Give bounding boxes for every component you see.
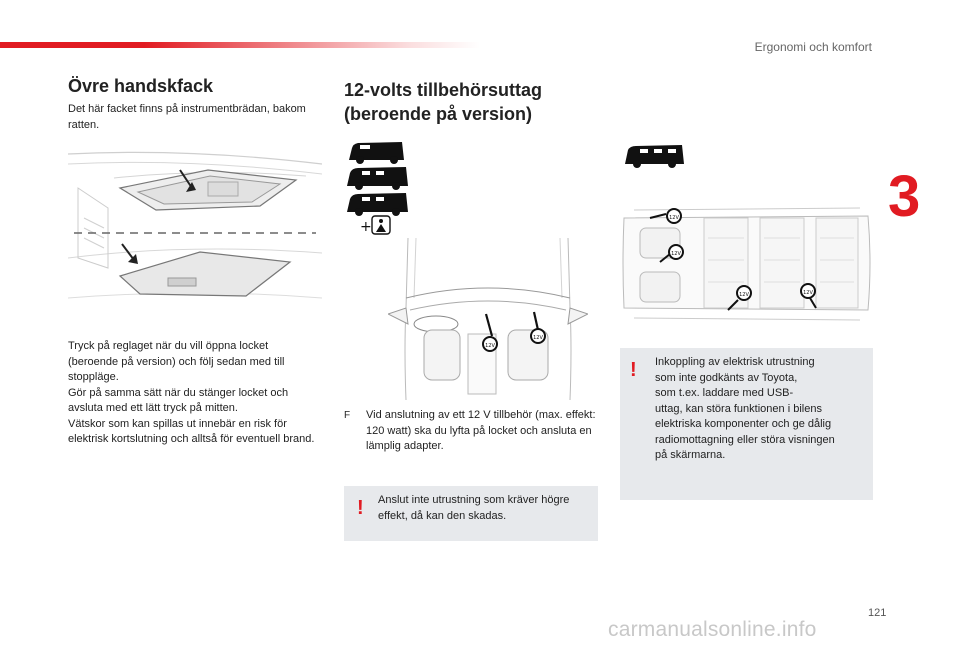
left-intro: Det här facket finns på instrumentbrädan, bakom ratten. (68, 103, 306, 131)
power-socket-icon (737, 286, 751, 300)
middle-title (344, 78, 584, 126)
glovebox-illustration (68, 148, 322, 320)
warning-text: Anslut inte utrustning som kräver högre effekt, då kan den skadas. (378, 494, 570, 522)
warning-line: uttag, kan störa funktionen i bilens (655, 402, 822, 415)
connection-instruction (344, 408, 596, 455)
socket-label: 12V (485, 343, 495, 349)
left-body (68, 339, 320, 448)
warning-line: som t.ex. laddare med USB- (655, 387, 794, 399)
middle-title-line: (beroende på version) (344, 104, 533, 124)
power-socket-icon (667, 209, 681, 223)
page-number: 121 (868, 607, 887, 619)
front-cabin-top-view (388, 238, 588, 400)
warning-line: Inkoppling av elektrisk utrustning (655, 356, 815, 368)
van-icon (347, 167, 408, 190)
socket-label: 12V (669, 215, 679, 221)
left-title: Övre handskfack (68, 76, 214, 96)
power-socket-icon (531, 329, 545, 343)
header-accent-bar (0, 42, 480, 48)
van-icon (347, 193, 408, 216)
socket-label: 12V (739, 292, 749, 298)
warning-box-interference (620, 348, 873, 500)
accessibility-icon (372, 216, 390, 234)
warning-icon: ! (630, 359, 637, 381)
power-socket-icon (483, 337, 497, 351)
socket-label: 12V (671, 251, 681, 257)
van-icon (349, 142, 404, 164)
warning-box-power (344, 486, 598, 541)
socket-label: 12V (803, 290, 813, 296)
warning-icon: ! (357, 497, 364, 519)
warning-line: radiomottagning eller störa visningen (655, 433, 835, 446)
socket-label: 12V (533, 335, 543, 341)
power-socket-icon (669, 245, 683, 259)
warning-line: elektriska komponenter och ge dålig (655, 418, 832, 430)
van-variants-icons (346, 132, 410, 236)
chapter-number: 3 (888, 164, 921, 229)
warning-line: som inte godkänts av Toyota, (655, 371, 798, 384)
van-icon (624, 142, 686, 172)
left-body-line: Vätskor som kan spillas ut innebär en risk för elektrisk kortslutning och alltså för eventuell brand. (68, 417, 315, 445)
bullet-marker: F (344, 410, 351, 421)
svg-text:+: + (360, 219, 372, 235)
middle-title-line: 12-volts tillbehörsuttag (344, 80, 543, 100)
vehicle-top-view (620, 198, 872, 328)
watermark: carmanualsonline.info (608, 618, 817, 641)
warning-line: på skärmarna. (655, 449, 726, 461)
section-title: Ergonomi och komfort (754, 40, 872, 54)
left-body-line: Tryck på reglaget när du vill öppna locket (beroende på version) och följ sedan med till stoppläge. (68, 340, 285, 383)
warning-text (655, 355, 867, 464)
left-body-line: Gör på samma sätt när du stänger locket och avsluta med ett lätt tryck på mitten. (68, 386, 289, 414)
power-socket-icon (801, 284, 815, 298)
connection-instruction-text: Vid anslutning av ett 12 V tillbehör (max. effekt: 120 watt) ska du lyfta på locket och ansluta en lämplig adapter. (366, 409, 596, 452)
